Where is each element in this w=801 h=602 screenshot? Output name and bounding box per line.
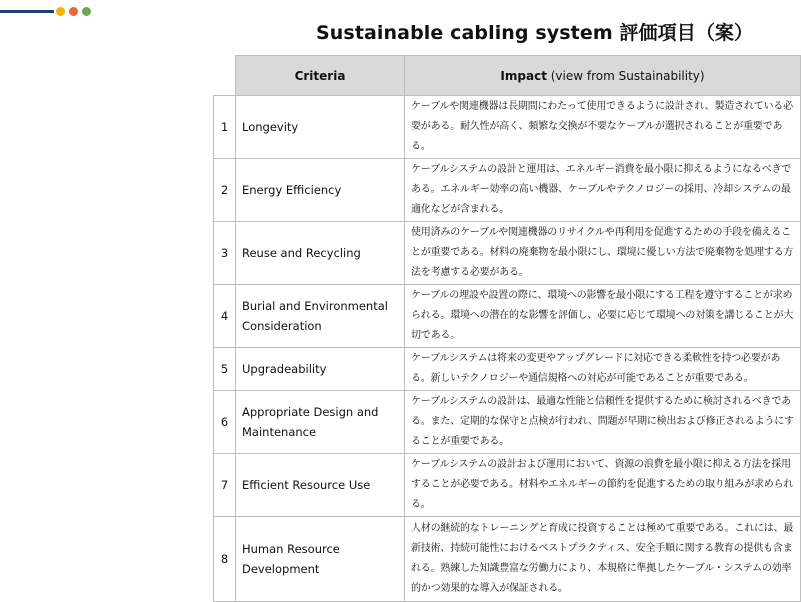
row-criteria: Upgradeability: [236, 348, 405, 391]
table-row: [214, 159, 801, 222]
row-impact: ケーブルシステムの設計および運用において、資源の浪費を最小限に抑える方法を採用することが必要である。材料やエネルギーの節約を促進するための取り組みが求められる。: [405, 454, 801, 517]
row-number: 1: [214, 96, 236, 159]
row-criteria: Appropriate Design and Maintenance: [236, 391, 405, 454]
header-impact: Impact (view from Sustainability): [405, 56, 801, 96]
row-impact: ケーブルや関連機器は長期間にわたって使用できるように設計され、製造されている必要がある。耐久性が高く、頻繁な交換が不要なケーブルが選択されることが重要である。: [405, 96, 801, 159]
table-row: [214, 454, 801, 517]
row-impact: 使用済みのケーブルや関連機器のリサイクルや再利用を促進するための手段を備えることが重要である。材料の廃棄物を最小限にし、環境に優しい方法で廃棄物を処理する方法を考慮する必要がある。: [405, 222, 801, 285]
decorative-dots: [56, 7, 91, 16]
row-criteria: Reuse and Recycling: [236, 222, 405, 285]
row-criteria: Human Resource Development: [236, 517, 405, 602]
table-row: [214, 222, 801, 285]
table-row: [214, 517, 801, 602]
row-number: 8: [214, 517, 236, 602]
row-number: 4: [214, 285, 236, 348]
table-header-row: [214, 56, 801, 96]
accent-line: [0, 10, 54, 13]
row-impact: ケーブルシステムの設計と運用は、エネルギー消費を最小限に抑えるようになるべきである。エネルギー効率の高い機器、ケーブルやテクノロジーの採用、冷却システムの最適化などが含まれる。: [405, 159, 801, 222]
orange-dot-icon: [69, 7, 78, 16]
row-criteria: Efficient Resource Use: [236, 454, 405, 517]
evaluation-table: [213, 55, 801, 602]
row-criteria: Longevity: [236, 96, 405, 159]
row-impact: 人材の継続的なトレーニングと育成に投資することは極めて重要である。これには、最新技術、持続可能性におけるベストプラクティス、安全手順に関する教育の提供も含まれる。熟練した知識豊富な労働力により、本規格に準拠したケーブル・システムの効率的かつ効果的な導入が保証される。: [405, 517, 801, 602]
row-number: 2: [214, 159, 236, 222]
row-number: 5: [214, 348, 236, 391]
table-row: [214, 391, 801, 454]
green-dot-icon: [82, 7, 91, 16]
row-impact: ケーブルの埋設や設置の際に、環境への影響を最小限にする工程を遵守することが求められる。環境への潜在的な影響を評価し、必要に応じて環境への対策を講じることが大切である。: [405, 285, 801, 348]
header-criteria: Criteria: [236, 56, 405, 96]
table-row: [214, 96, 801, 159]
page-title: Sustainable cabling system 評価項目（案）: [316, 22, 754, 44]
header-blank-cell: [214, 56, 236, 96]
row-number: 6: [214, 391, 236, 454]
row-criteria: Energy Efficiency: [236, 159, 405, 222]
row-number: 3: [214, 222, 236, 285]
table-row: [214, 348, 801, 391]
row-impact: ケーブルシステムは将来の変更やアップグレードに対応できる柔軟性を持つ必要がある。新しいテクノロジーや通信規格への対応が可能であることが重要である。: [405, 348, 801, 391]
table-row: [214, 285, 801, 348]
yellow-dot-icon: [56, 7, 65, 16]
row-criteria: Burial and Environmental Consideration: [236, 285, 405, 348]
row-number: 7: [214, 454, 236, 517]
row-impact: ケーブルシステムの設計は、最適な性能と信頼性を提供するために検討されるべきである。また、定期的な保守と点検が行われ、問題が早期に検出および修正されるようにすることが重要である。: [405, 391, 801, 454]
